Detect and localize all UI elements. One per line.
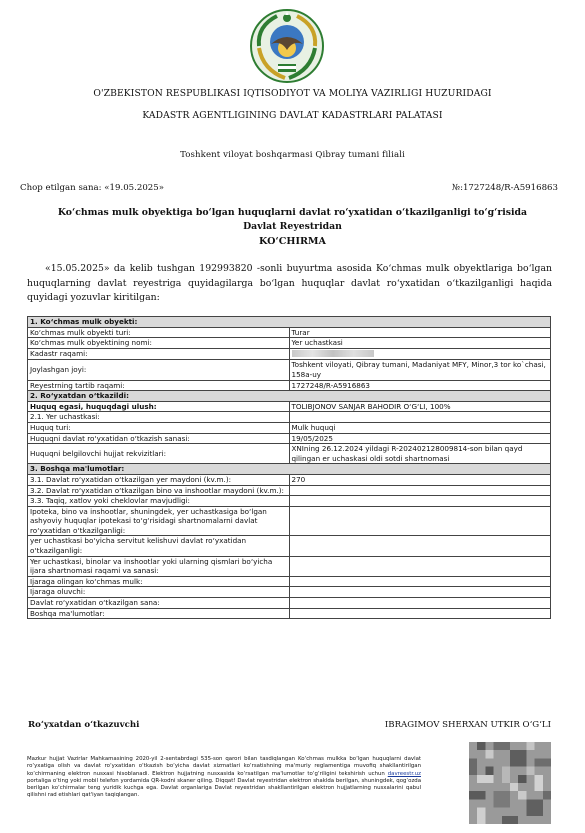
row-label: Davlat ro‘yxatidan o‘tkazilgan sana:	[28, 598, 290, 609]
row-value: Yer uchastkasi	[289, 338, 551, 349]
document-subtitle: KO‘CHIRMA	[258, 236, 326, 247]
table-row	[28, 556, 551, 576]
table-row	[28, 474, 551, 485]
row-label: Huquqni belgilovchi hujjat rekvizitlari:	[28, 444, 290, 464]
document-title: Ko‘chmas mulk obyektiga bo‘lgan huquqlarni davlat ro‘yxatidan o‘tkazilganligi to‘g‘risida Davlat Reyestridan	[57, 207, 528, 232]
table-row	[28, 338, 551, 349]
legal-footnote	[27, 756, 421, 800]
row-label: Ijaraga olingan ko‘chmas mulk:	[28, 576, 290, 587]
row-value	[289, 556, 551, 576]
table-row	[28, 401, 551, 412]
section-header	[28, 317, 551, 328]
row-value: 270	[289, 474, 551, 485]
row-value	[289, 576, 551, 587]
footnote-text-end: portaliga o‘ting yoki mobil telefon yordamida QR-kodni skaner qiling. Diqqat! Davlat reyestridan elektron shaklda berilgan, shuningdek, qog‘ozda berilgan ko‘chirmalar teng yuridik kuchga ega. Davlat organlariga Davlat reyestridan shakllantirilgan elektron hujjatlarning nusxalarini qabul qilishni rad etishlari qat'iyan taqiqlangan.	[27, 777, 421, 799]
section-title: 1. Ko‘chmas mulk obyekti:	[28, 317, 551, 328]
row-value	[289, 536, 551, 556]
row-value: Mulk huquqi	[289, 422, 551, 433]
table-row	[28, 433, 551, 444]
table-row	[28, 576, 551, 587]
row-value: Turar	[289, 327, 551, 338]
row-value	[289, 608, 551, 619]
row-label: 2.1. Yer uchastkasi:	[28, 412, 290, 423]
row-value	[289, 412, 551, 423]
row-value: Toshkent viloyati, Qibray tumani, Madaniyat MFY, Minor,3 tor ko`chasi, 158a-uy	[289, 360, 551, 380]
table-row	[28, 536, 551, 556]
row-value: 1727248/R-A5916863	[289, 380, 551, 391]
row-value	[289, 496, 551, 507]
table-row	[28, 412, 551, 423]
row-label: Huquq egasi, huquqdagi ulush:	[28, 401, 290, 412]
row-label: Ipoteka, bino va inshootlar, shuningdek, yer uchastkasiga bo‘lgan ashyoviy huquqlar ipotekasi to‘g‘risidagi shartnomalarni davlat ro‘yxatidan o‘tkazilganligi:	[28, 506, 290, 536]
table-row	[28, 422, 551, 433]
table-row	[28, 496, 551, 507]
table-row	[28, 327, 551, 338]
table-row	[28, 598, 551, 609]
row-value	[289, 587, 551, 598]
registrar-name: IBRAGIMOV SHERXAN UTKIR O‘G‘LI	[384, 720, 551, 730]
row-label: Huquq turi:	[28, 422, 290, 433]
row-label: Reyestrning tartib raqami:	[28, 380, 290, 391]
registrar-role: Ro‘yxatdan o‘tkazuvchi	[28, 720, 140, 730]
row-label: Ko‘chmas mulk obyektining nomi:	[28, 338, 290, 349]
registry-table	[27, 316, 551, 619]
row-label: yer uchastkasi bo‘yicha servitut kelishuvi davlat ro‘yxatidan o‘tkazilganligi:	[28, 536, 290, 556]
table-row	[28, 360, 551, 380]
document-number: №:1727248/R-A5916863	[451, 183, 558, 193]
row-value	[289, 485, 551, 496]
table-row	[28, 380, 551, 391]
row-label: Yer uchastkasi, binolar va inshootlar yoki ularning qismlari bo‘yicha ijara shartnomasi raqami va sanasi:	[28, 556, 290, 576]
state-emblem-icon	[249, 8, 325, 84]
row-label: Huquqni davlat ro‘yxatidan o‘tkazish sanasi:	[28, 433, 290, 444]
row-label: 3.2. Davlat ro‘yxatidan o‘tkazilgan bino va inshootlar maydoni (kv.m.):	[28, 485, 290, 496]
agency-heading: KADASTR AGENTLIGINING DAVLAT KADASTRLARI PALATASI	[142, 110, 443, 121]
branch-heading: Toshkent viloyat boshqarmasi Qibray tumani filiali	[180, 150, 405, 160]
section-header	[28, 391, 551, 402]
qr-code-icon[interactable]	[469, 742, 551, 824]
row-value	[289, 598, 551, 609]
cadastre-number-value	[289, 348, 551, 360]
section-title: 3. Boshqa ma'lumotlar:	[28, 464, 551, 475]
section-header	[28, 464, 551, 475]
printed-date: Chop etilgan sana: «19.05.2025»	[20, 183, 164, 193]
table-row	[28, 506, 551, 536]
table-row	[28, 444, 551, 464]
row-value: TOLIBJONOV SANJAR BAHODIR O‘G‘LI, 100%	[289, 401, 551, 412]
row-label: 3.1. Davlat ro‘yxatidan o‘tkazilgan yer maydoni (kv.m.):	[28, 474, 290, 485]
row-label: Joylashgan joyi:	[28, 360, 290, 380]
section-title: 2. Ro‘yxatdan o‘tkazildi:	[28, 391, 551, 402]
table-row	[28, 348, 551, 360]
redacted-value	[292, 350, 374, 357]
ministry-heading: O'ZBEKISTON RESPUBLIKASI IQTISODIYOT VA MOLIYA VAZIRLIGI HUZURIDAGI	[93, 88, 492, 99]
table-row	[28, 587, 551, 598]
row-value: XNIning 26.12.2024 yildagi R-202402128009814-son bilan qayd qilingan er uchaskasi oldi sotdi shartnomasi	[289, 444, 551, 464]
row-label: Ijaraga oluvchi:	[28, 587, 290, 598]
row-label: Kadastr raqami:	[28, 348, 290, 360]
row-value: 19/05/2025	[289, 433, 551, 444]
row-label: 3.3. Taqiq, xatlov yoki cheklovlar mavjudligi:	[28, 496, 290, 507]
row-label: Ko‘chmas mulk obyekti turi:	[28, 327, 290, 338]
table-row	[28, 608, 551, 619]
intro-paragraph: «15.05.2025» da kelib tushgan 192993820 -sonli buyurtma asosida Ko‘chmas mulk obyektlariga bo‘lgan huquqlarning davlat reyestriga quyidagilarga bo‘lgan huquqlar davlat ro‘yxatidan o‘tkazilganligi haqida quyidagi yozuvlar kiritilgan:	[27, 263, 552, 303]
row-value	[289, 506, 551, 536]
table-row	[28, 485, 551, 496]
row-label: Boshqa ma'lumotlar:	[28, 608, 290, 619]
footnote-text-start: Mazkur hujjat Vazirlar Mahkamasining 2020-yil 2-sentabrdagi 535-son qarori bilan tasdiqlangan Ko‘chmas mulkka bo‘lgan huquqlarni davlat ro‘yxatiga olish va davlat ro‘yxatidan o‘tkazish bo‘yicha davlat xizmatlari ko‘rsatishning ma'muriy reglamentiga muvofiq shakllantirilgan ko‘chirmaning elektron nusxasi hisoblanadi. Elektron hujjatning nusxasida ko‘rsatilgan ma'lumotlar to‘g‘riligini tekshirish uchun	[27, 756, 421, 777]
davreestr-link[interactable]: davreestr.uz	[387, 770, 421, 777]
